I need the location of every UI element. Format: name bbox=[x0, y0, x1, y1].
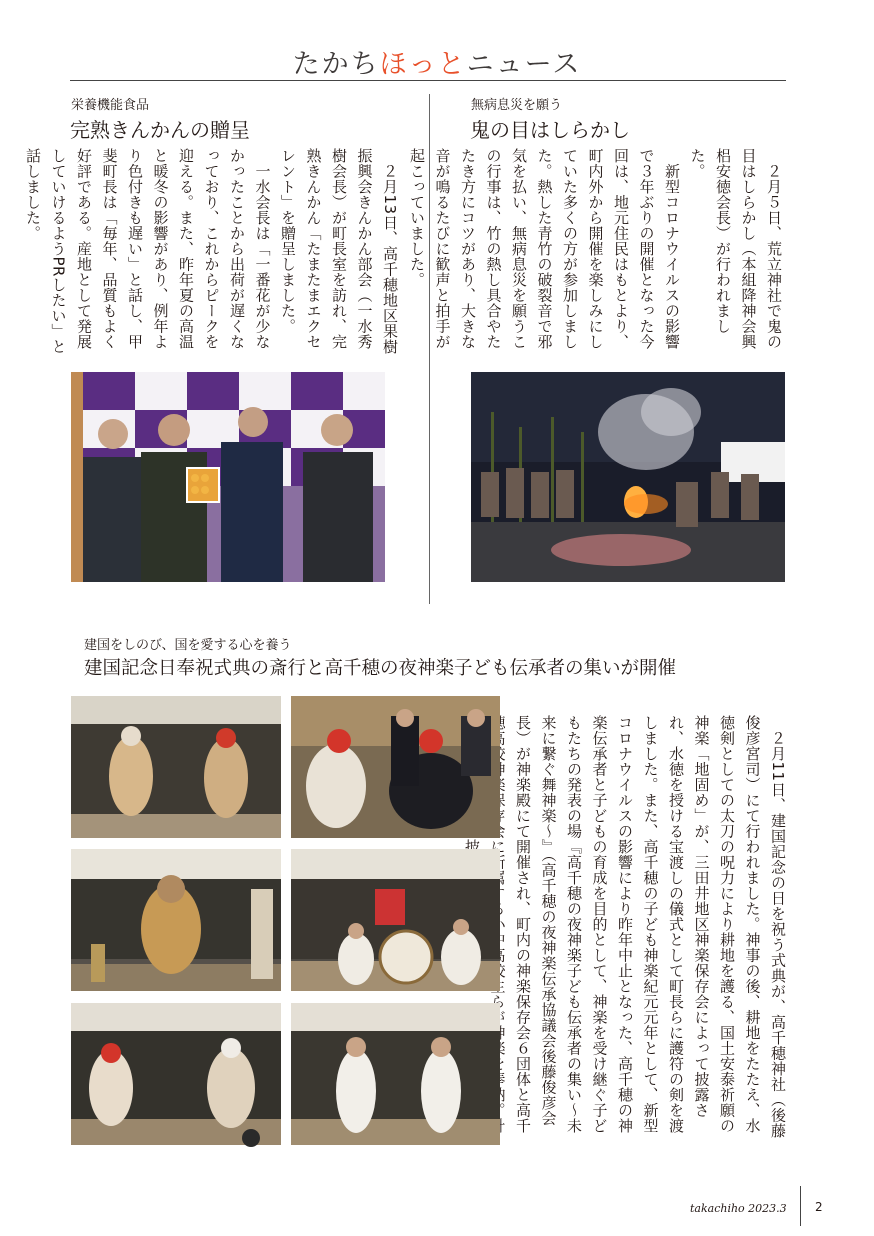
kagura-photo-4-svg bbox=[291, 849, 500, 991]
masthead-title-hot: ほっと bbox=[379, 49, 467, 80]
kagura-photo-3-svg bbox=[71, 849, 281, 991]
masthead-title bbox=[0, 42, 874, 81]
onino-photo bbox=[471, 372, 785, 582]
kagura-photo-5-svg bbox=[71, 1003, 281, 1145]
kagura-photo-1-svg bbox=[71, 696, 281, 838]
kinkan-headline: 完熟きんかんの贈呈 bbox=[70, 118, 250, 142]
masthead-title-part1: たかち bbox=[292, 49, 380, 80]
kinkan-photo bbox=[71, 372, 385, 582]
kagura-photo-3 bbox=[71, 849, 281, 991]
kenkoku-kicker: 建国をしのび、国を愛する心を養う bbox=[84, 638, 292, 653]
masthead-rule bbox=[70, 80, 786, 81]
masthead-title-part2: ニュース bbox=[466, 49, 582, 80]
kinkan-photo-svg bbox=[71, 372, 385, 582]
kagura-photo-2-svg bbox=[291, 696, 500, 838]
kagura-photo-6 bbox=[291, 1003, 500, 1145]
footer-divider bbox=[800, 1186, 801, 1226]
page-number: 2 bbox=[815, 1200, 823, 1214]
onino-headline: 鬼の目はしらかし bbox=[470, 118, 630, 142]
kagura-photo-2 bbox=[291, 696, 500, 838]
kenkoku-headline: 建国記念日奉祝式典の斎行と高千穂の夜神楽子ども伝承者の集いが開催 bbox=[84, 658, 677, 679]
kagura-photo-5 bbox=[71, 1003, 281, 1145]
kenkoku-body: ２月11日、建国記念の日を祝う式典が、高千穂神社（後藤俊彦宮司）にて行われました。神事の後、耕地をたたえ、水徳剣としての太刀の呪力により耕地を護る、国土安泰祈願の神楽「地固め」が、三田井地区神楽保存会によって披露され、水徳を授ける宝渡しの儀式として町長らに護符の剣を渡しました。また、高千穂の子ども神楽紀元元年として、新型コロナウイルスの影響により昨年中止となった、高千穂の神楽伝承者と子どもの育成を目的として、神楽を受け継ぐ子どもたちの発表の場『高千穂の夜神楽子ども伝承者の集い～未来に繋ぐ舞神楽～』（高千穂の夜神楽伝承協議会後藤俊彦会長）が神楽殿にて開催され、町内の神楽保存会６団体と高千 会に 生らが を披 bbox=[463, 715, 787, 1139]
kinkan-body: ２月13日、高千穂地区果樹振興会きんかん部会（一水秀樹会長）が町長室を訪れ、完熟きんかん「たまたまエクセレント」を贈呈しました。 一水会長は「一番花が少なかったことから出荷が遅くなっており、これからピークを迎える。また、昨年夏の高温と暖冬の影響があり、例年より色付きも遅い」と話し、甲斐町長は「毎年、品質もよく好評である。産地として発展していけるようPRしたい」と話しました。 bbox=[24, 148, 399, 355]
onino-photo-svg bbox=[471, 372, 785, 582]
onino-body: ２月５日、荒立神社で鬼の目はしらかし（本組降神会興梠安徳会長）が行われました。 新型コロナウイルスの影響で３年ぶりの開催となった今回は、地元住民はもとより、町内外から開催を楽しみにしていた多くの方が参加しました。熱した青竹の破裂音で邪気を払い、無病息災を願うこの行事は、竹の熱し具合やたたき方にコツがあり、大きな音が鳴るたびに歓声と拍手が起こっていました。 bbox=[408, 148, 783, 350]
kagura-photo-4 bbox=[291, 849, 500, 991]
footer-issue: takachiho 2023.3 bbox=[690, 1202, 787, 1215]
onino-kicker: 無病息災を願う bbox=[471, 98, 563, 113]
kinkan-kicker: 栄養機能食品 bbox=[71, 98, 150, 113]
kagura-photo-1 bbox=[71, 696, 281, 838]
kagura-photo-6-svg bbox=[291, 1003, 500, 1145]
